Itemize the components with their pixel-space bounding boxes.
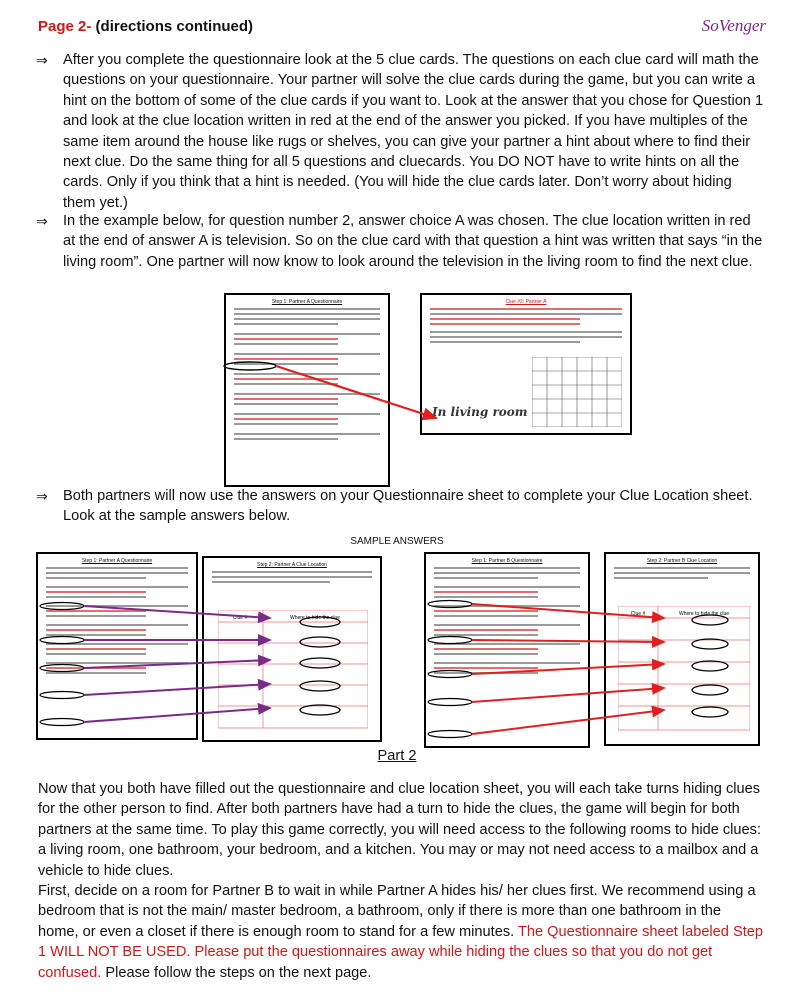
svg-text:Clue #: Clue #: [232, 615, 248, 621]
sample-sheet-b-questionnaire: Step 1: Partner B Questionnaire: [424, 552, 590, 748]
right-arrow-icon: ⇒: [36, 213, 48, 229]
page-subtitle: (directions continued): [95, 18, 254, 35]
right-arrow-icon: ⇒: [36, 52, 48, 68]
sovenger-logo: SoVenger: [701, 16, 766, 35]
handwritten-hint: In living room: [432, 405, 528, 419]
part2-heading: Part 2: [377, 748, 417, 764]
example-clue-card-thumbnail: Clue #2: Partner A In living room: [420, 293, 632, 435]
example-questionnaire-thumbnail: Step 1: Partner A Questionnaire: [224, 293, 390, 487]
svg-text:Clue #: Clue #: [630, 611, 646, 617]
right-arrow-icon: ⇒: [36, 488, 48, 504]
bullet-1-text: After you complete the questionnaire look at the 5 clue cards. The questions on each clue card will math the questions on your questionnaire. Your partner will solve the clue cards during the game, but you can write a hint on the bottom of some of the clue cards if you want to. Look at the answer that you chose for Question 1 and look at the clue location written in red at the end of the answer you picked. If you have multiples of the same item around the house like rugs or shelves, you can give your partner a hint about where to find their next clue. Do the same thing for all 5 questions and cluecards. You DO NOT have to write hints on all the cards. Only if you think that a hint is needed. (You will hide the clue cards later. Don’t worry about hiding them yet.): [63, 52, 764, 211]
example-arrow: [276, 366, 436, 418]
svg-text:Where to hide the clue: Where to hide the clue: [289, 615, 341, 621]
bullet-2-text: In the example below, for question number 2, answer choice A was chosen. The clue location written in red at the end of answer A is television. So on the clue card with that question a hint was written that says “in the living room”. One partner will now know to look around the television in the living room to find the next clue.: [63, 213, 763, 270]
part2-paragraph-2: First, decide on a room for Partner B to wait in while Partner A hides his/ her clues first. We recommend using a bedroom that is not the main/ master bedroom, a bathroom, only if there is more than one bathroom in the home, or even a closet if there is enough room to stand for a few minutes. The Questionnaire sheet labeled Step 1 WILL NOT BE USED. Please put the questionnaires away while hiding the clues so that you do not get confused. Please follow the steps on the next page.: [38, 883, 763, 981]
sample-sheet-b-clue-location: Step 2: Partner B Clue Location Clue # Where to hide the clue: [604, 552, 760, 746]
page-label: Page 2-: [38, 18, 92, 35]
sample-sheet-a-clue-location: Step 2: Partner A Clue Location Clue # Where to hide the clue: [202, 556, 382, 742]
bullet-3-text: Both partners will now use the answers on your Questionnaire sheet to complete your Clue Location sheet. Look at the sample answers below.: [63, 488, 753, 525]
part2-paragraph-1: Now that you both have filled out the questionnaire and clue location sheet, you will each take turns hiding clues for the other person to find. After both partners have had a turn to hide the clues, the game will begin for both partners at the same time. To play this game correctly, you will need access to the following rooms to hide clues: a living room, one bathroom, your bedroom, and a kitchen. You may or may not need access to a mailbox and a vehicle to hide clues.: [38, 781, 762, 879]
svg-text:Where to hide the clue: Where to hide the clue: [678, 611, 730, 617]
answer-circle: [224, 362, 276, 370]
sample-answers-title: SAMPLE ANSWERS: [350, 536, 444, 547]
sample-sheet-a-questionnaire: Step 1: Partner A Questionnaire: [36, 552, 198, 740]
warning-text: The Questionnaire sheet labeled Step 1 WILL NOT BE USED. Please put the questionnaires away while hiding the clues so that you do not get confused.: [38, 923, 763, 981]
